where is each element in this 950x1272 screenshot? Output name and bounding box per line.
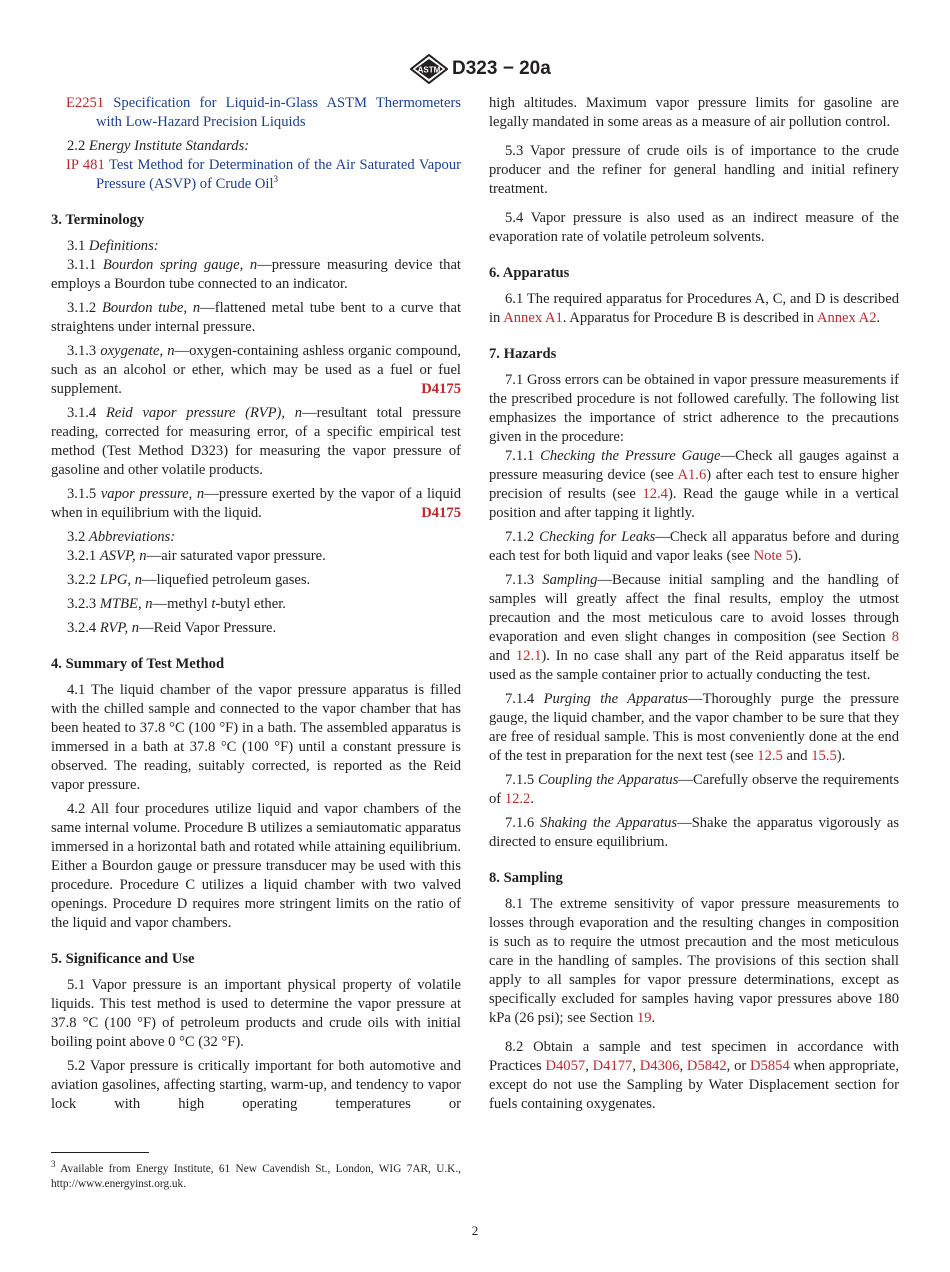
para-3-2-4: 3.2.4 RVP, n—Reid Vapor Pressure. [67, 620, 277, 636]
para-3-2: 3.2 Abbreviations: [67, 529, 176, 545]
d4057-link[interactable]: D4057 [545, 1058, 586, 1074]
para-3-1-5: 3.1.5 vapor pressure, n—pressure exerted by the vapor of a liquid when in equilibrium with the liquid. D4175 [51, 486, 461, 521]
page-number: 2 [471, 1223, 479, 1238]
para-4-2: 4.2 All four procedures utilize liquid and vapor chambers of the same internal volume. Procedure B utilizes a semiautomatic apparatus immersed in a horizontal bath and rotated while attaining equilibrium. Either a Bourdon gauge or pressure transducer may be used with this procedure. Procedure C utilizes a liquid chamber with two valved openings. Procedure D requires more stringent limits on the ratio of the liquid and vapor chambers. [51, 801, 461, 931]
para-7-1-4: 7.1.4 Purging the Apparatus—Thoroughly purge the pressure gauge, the liquid chamber, and the vapor chamber to be sure that they are free of residual sample. This is most conveniently done at the end of the test in preparation for the next test (see 12.5 and 15.5). [489, 691, 899, 764]
reference-e2251 [51, 94, 461, 132]
d5854-link[interactable]: D5854 [750, 1058, 790, 1074]
para-8-2: 8.2 Obtain a sample and test specimen in accordance with Practices D4057, D4177, D4306, D5842, or D5854 when appropriate, except do not use the Sampling by Water Displacement section for fuels containing oxygenates. [489, 1039, 900, 1112]
para-3-1-3: 3.1.3 oxygenate, n—oxygen-containing ashless organic compound, such as an alcohol or ether, which may be used as a fuel or fuel supplement. D4175 [51, 343, 461, 397]
para-3-1-1: 3.1.1 Bourdon spring gauge, n—pressure measuring device that employs a Bourdon tube connected to an indicator. [51, 257, 461, 292]
para-7-1-1: 7.1.1 Checking the Pressure Gauge—Check all gauges against a pressure measuring device (see A1.6) after each test to ensure higher precision of results (see 12.4). Read the gauge while in a vertical position and after tapping it lightly. [489, 448, 899, 521]
document-designation: D323 − 20a [452, 58, 551, 79]
para-7-1: 7.1 Gross errors can be obtained in vapor pressure measurements if the prescribed procedure is not followed carefully. The following list emphasizes the importance of strict adherence to the precautions given in the procedure: [489, 372, 899, 445]
section-4-heading: 4. Summary of Test Method [51, 656, 225, 672]
para-5-4: 5.4 Vapor pressure is also used as an indirect measure of the evaporation rate of volatile petroleum solvents. [489, 210, 899, 245]
footnote-divider [51, 1152, 149, 1153]
footnote-ref-3: 3 [273, 174, 279, 185]
source-d4175-link[interactable]: D4175 [421, 381, 461, 397]
para-2-2: 2.2 Energy Institute Standards: [67, 138, 250, 154]
annex-a2-link[interactable]: Annex A2 [816, 310, 877, 326]
footnote-3: $^3$ Available from Energy Institute, 61 New Cavendish St., London, WIG 7AR, U.K., http://www.energyinst.org.uk. [51, 1159, 461, 1190]
ref-title-ip481[interactable]: Test Method for Determination of the Air Saturated Vapour Pressure (ASVP) of Crude Oil [96, 157, 461, 192]
para-7-1-6: 7.1.6 Shaking the Apparatus—Shake the apparatus vigorously as directed to ensure equilibrium. [489, 815, 900, 850]
para-4-1: 4.1 The liquid chamber of the vapor pressure apparatus is filled with the chilled sample and connected to the vapor chamber that has been heated to 37.8 °C (100 °F) in a bath. The assembled apparatus is immersed in a bath at 37.8 °C (100 °F) until a constant pressure is observed. The reading, suitably corrected, is reported as the Reid vapor pressure. [51, 682, 461, 793]
para-7-1-2: 7.1.2 Checking for Leaks—Check all apparatus before and during each test for both liquid and vapor leaks (see Note 5). [489, 529, 899, 564]
ref-code-ip481[interactable]: IP 481 [66, 157, 105, 173]
para-3-1: 3.1 Definitions: [67, 238, 159, 254]
para-3-1-2: 3.1.2 Bourdon tube, n—flattened metal tube bent to a curve that straightens under internal pressure. [51, 300, 461, 335]
d4177-link[interactable]: D4177 [592, 1058, 633, 1074]
section-6-heading: 6. Apparatus [489, 265, 570, 281]
section-12-1-link[interactable]: 12.1 [515, 648, 542, 664]
para-3-2-3: 3.2.3 MTBE, n—methyl t-butyl ether. [67, 596, 286, 612]
section-15-5-link[interactable]: 15.5 [811, 748, 837, 764]
ref-title-e2251[interactable]: Specification for Liquid-in-Glass ASTM Thermometers with Low-Hazard Precision Liquids [96, 95, 461, 130]
section-12-5-link[interactable]: 12.5 [757, 748, 783, 764]
section-8-heading: 8. Sampling [489, 870, 563, 886]
para-3-2-2: 3.2.2 LPG, n—liquefied petroleum gases. [67, 572, 311, 588]
source-d4175-link[interactable]: D4175 [421, 505, 461, 521]
astm-logo-icon [410, 54, 448, 84]
para-5-3: 5.3 Vapor pressure of crude oils is of importance to the crude producer and the refiner for general handling and initial refinery treatment. [489, 143, 899, 197]
astm-logo-text: ASTM [417, 65, 441, 75]
para-6-1: 6.1 The required apparatus for Procedures A, C, and D is described in Annex A1. Apparatus for Procedure B is described in Annex A2. [489, 291, 899, 326]
page-header [0, 50, 950, 88]
right-column [489, 94, 899, 1114]
para-7-1-3: 7.1.3 Sampling—Because initial sampling and the handling of samples will greatly affect the final results, employ the utmost precaution and the most meticulous care to avoid losses through evaporation and even slight changes in composition (see Section 8 and 12.1). In no case shall any part of the Reid apparatus itself be used as the sample container prior to actually conducting the test. [489, 572, 899, 683]
para-7-1-5: 7.1.5 Coupling the Apparatus—Carefully observe the requirements of 12.2. [489, 772, 899, 807]
para-5-2: 5.2 Vapor pressure is critically important for both automotive and aviation gasolines, affecting starting, warm-up, and tendency to vapor lock with high operating temperatures or [51, 1058, 461, 1112]
d5842-link[interactable]: D5842 [686, 1058, 727, 1074]
para-5-2-continued: high altitudes. Maximum vapor pressure limits for gasoline are legally mandated in some areas as a measure of air pollution control. [489, 95, 899, 130]
para-5-1: 5.1 Vapor pressure is an important physical property of volatile liquids. This test method is used to determine the vapor pressure at 37.8 °C (100 °F) of petroleum products and crude oils with initial boiling point above 0 °C (32 °F). [51, 977, 461, 1050]
note-5-link[interactable]: Note 5 [753, 548, 793, 564]
para-3-1-4: 3.1.4 Reid vapor pressure (RVP), n—resultant total pressure reading, corrected for measuring error, of a specific empirical test method (Test Method D323) for measuring the vapor pressure of gasoline and other volatile products. [51, 405, 461, 478]
section-12-4-link[interactable]: 12.4 [642, 486, 668, 502]
para-8-1: 8.1 The extreme sensitivity of vapor pressure measurements to losses through evaporation and the resulting changes in composition is such as to require the utmost precaution and the most meticulous care in the handling of samples. The provisions of this section shall apply to all samples for vapor pressure determinations, except as specifically excluded for samples having vapor pressures above 180 kPa (26 psi); see Section 19. [489, 896, 899, 1026]
left-column [51, 94, 461, 1114]
ref-code-e2251[interactable]: E2251 [66, 95, 105, 111]
section-19-link[interactable]: 19 [636, 1010, 652, 1026]
d4306-link[interactable]: D4306 [639, 1058, 680, 1074]
section-7-heading: 7. Hazards [489, 346, 557, 362]
a1-6-link[interactable]: A1.6 [677, 467, 707, 483]
section-5-heading: 5. Significance and Use [51, 951, 195, 967]
section-8-link[interactable]: 8 [891, 629, 899, 645]
para-3-2-1: 3.2.1 ASVP, n—air saturated vapor pressure. [67, 548, 326, 564]
reference-ip481 [51, 156, 461, 194]
section-12-2-link[interactable]: 12.2 [504, 791, 531, 807]
section-3-heading: 3. Terminology [51, 212, 145, 228]
annex-a1-link[interactable]: Annex A1 [503, 310, 563, 326]
